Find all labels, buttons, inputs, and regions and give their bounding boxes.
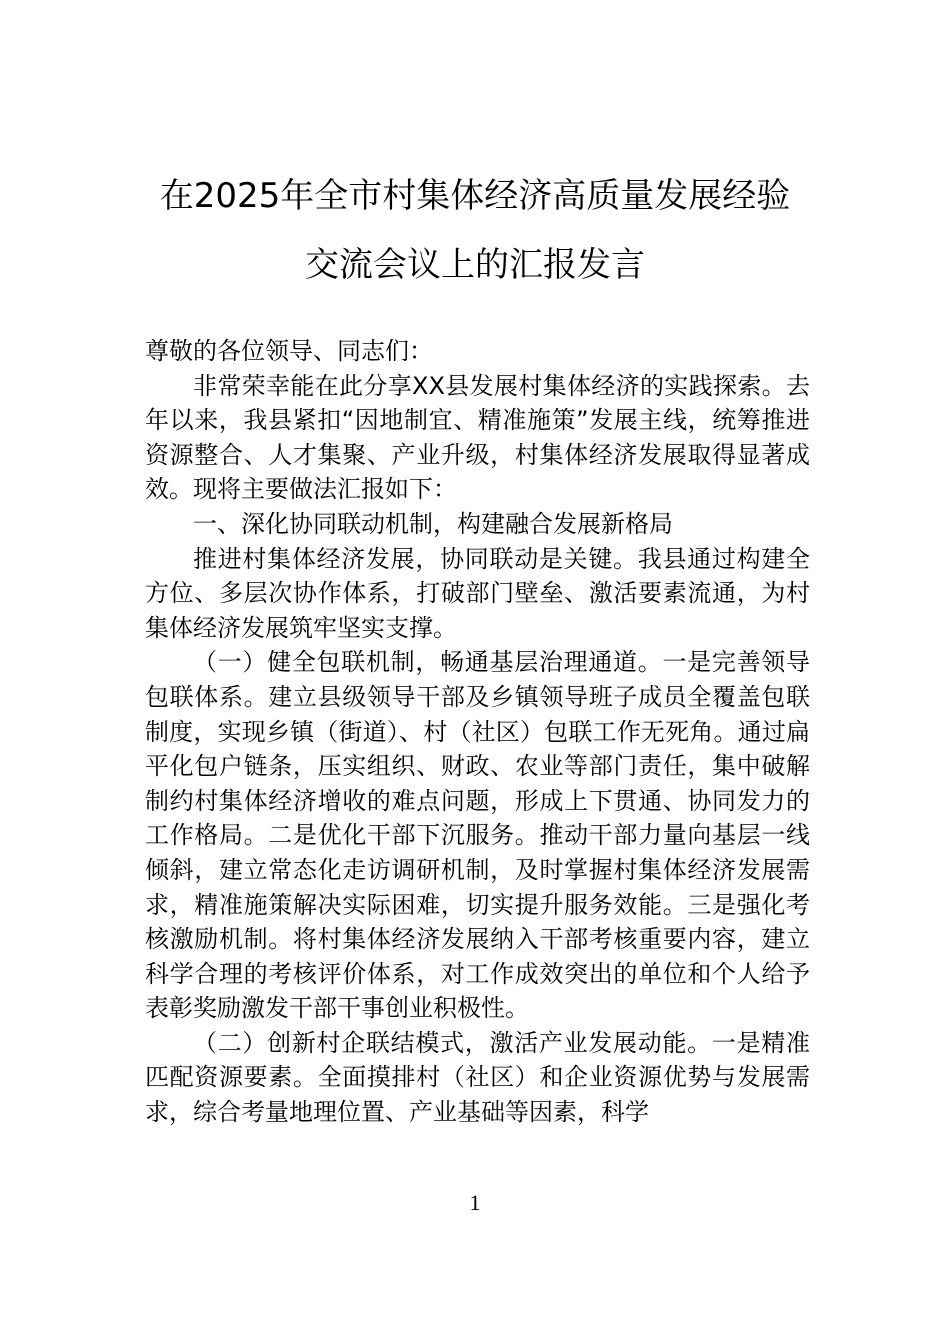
paragraph-subsection-2: （二）创新村企联结模式，激活产业发展动能。一是精准匹配资源要素。全面摸排村（社区）和企业资源优势与发展需求，综合考量地理位置、产业基础等因素，科学 bbox=[145, 1028, 810, 1127]
paragraph-section-1-lead: 推进村集体经济发展，协同联动是关键。我县通过构建全方位、多层次协作体系，打破部门壁垒、激活要素流通，为村集体经济发展筑牢坚实支撑。 bbox=[145, 544, 810, 642]
document-title-line-2: 交流会议上的汇报发言 bbox=[305, 245, 645, 285]
section-heading-1: 一、深化协同联动机制，构建融合发展新格局 bbox=[193, 509, 673, 538]
document-title-line-1: 在2025年全市村集体经济高质量发展经验 bbox=[159, 176, 791, 216]
paragraph-subsection-1: （一）健全包联机制，畅通基层治理通道。一是完善领导包联体系。建立县级领导干部及乡镇领导班子成员全覆盖包联制度，实现乡镇（街道）、村（社区）包联工作无死角。通过扁平化包户链条，压实组织、财政、农业等部门责任，集中破解制约村集体经济增收的难点问题，形成上下贯通、协同发力的工作格局。二是优化干部下沉服务。推动干部力量向基层一线倾斜，建立常态化走访调研机制，及时掌握村集体经济发展需求，精准施策解决实际困难，切实提升服务效能。三是强化考核激励机制。将村集体经济发展纳入干部考核重要内容，建立科学合理的考核评价体系，对工作成效突出的单位和个人给予表彰奖励激发干部干事创业积极性。 bbox=[145, 648, 810, 1023]
salutation: 尊敬的各位领导、同志们： bbox=[145, 337, 433, 365]
page-number: 1 bbox=[469, 1190, 481, 1215]
document-body bbox=[145, 334, 810, 1130]
paragraph-intro: 非常荣幸能在此分享XX县发展村集体经济的实践探索。去年以来，我县紧扣“因地制宜、精准施策”发展主线，统筹推进资源整合、人才集聚、产业升级，村集体经济发展取得显著成效。现将主要做法汇报如下： bbox=[145, 371, 810, 504]
